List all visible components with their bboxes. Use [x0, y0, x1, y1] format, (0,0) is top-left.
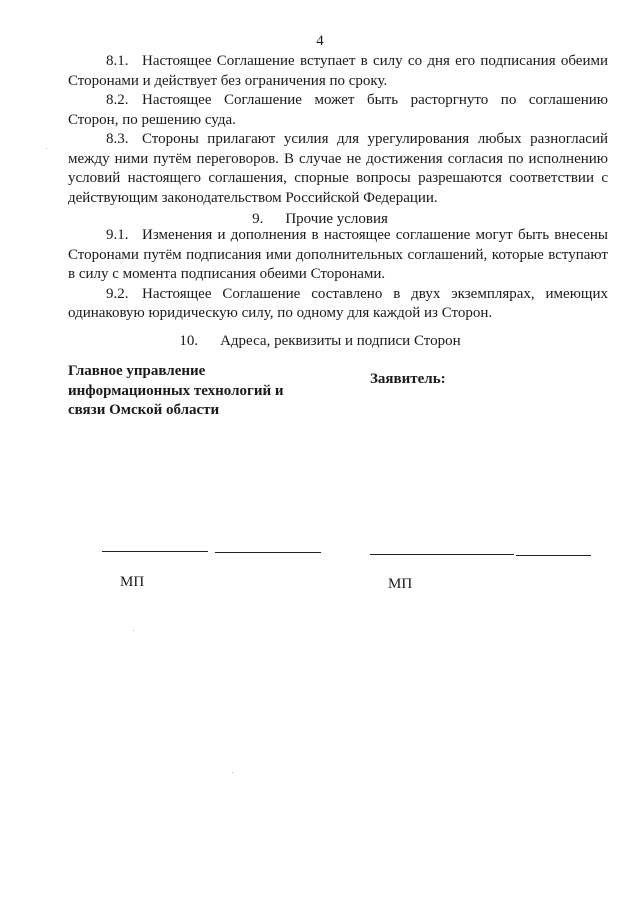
party-left-line-2: информационных технологий и	[68, 382, 284, 399]
paragraph-text: Изменения и дополнения в настоящее соглашение могут быть внесены Сторонами путём подписания ими дополнительных соглашений, которые вступают в силу с момента подписания обеими Сторонами.	[68, 227, 608, 282]
paragraph-8-3	[68, 130, 608, 208]
scan-speck	[232, 772, 233, 773]
paragraph-text: Настоящее Соглашение вступает в силу со дня его подписания обеими Сторонами и действует без ограничения по сроку.	[68, 53, 608, 89]
paragraph-number: 8.1.	[106, 53, 129, 69]
party-left-name	[68, 362, 308, 421]
paragraph-number: 8.3.	[106, 131, 129, 147]
paragraph-text: Стороны прилагают усилия для урегулирования любых разногласий между ними путём переговоров. В случае не достижения согласия по исполнению условий настоящего соглашения, спорные вопросы разрешаются соответствии с действующим законодательством Российской Федерации.	[68, 131, 608, 206]
signature-line-left-1	[102, 551, 208, 552]
paragraph-8-2	[68, 91, 608, 130]
page-number: 4	[316, 33, 324, 49]
paragraph-number: 9.2.	[106, 285, 129, 302]
party-right-label: Заявитель:	[370, 371, 446, 387]
party-left-line-3: связи Омской области	[68, 402, 220, 418]
signature-line-right-1	[370, 554, 514, 555]
party-left-line-1: Главное управление	[68, 363, 206, 379]
stamp-placeholder-left: МП	[120, 574, 145, 590]
scan-speck	[133, 630, 134, 631]
paragraph-number: 8.2.	[106, 92, 129, 108]
stamp-placeholder-right: МП	[388, 576, 413, 592]
paragraph-9-2	[68, 285, 608, 324]
paragraph-number: 9.1.	[106, 227, 129, 243]
section-title: Прочие условия	[285, 211, 388, 227]
paragraph-text: Настоящее Соглашение составлено в двух экземплярах, имеющих одинаковую юридическую силу, по одному для каждой из Сторон.	[68, 285, 608, 321]
section-8-body	[68, 52, 608, 208]
section-number: 10.	[179, 333, 199, 349]
paragraph-9-1	[68, 226, 608, 285]
section-title: Адреса, реквизиты и подписи Сторон	[220, 333, 461, 349]
section-10-heading	[0, 332, 640, 351]
paragraph-8-1	[68, 52, 608, 91]
signature-line-right-2	[516, 555, 591, 556]
signature-line-left-2	[215, 552, 321, 553]
scan-speck	[46, 148, 47, 149]
paragraph-text: Настоящее Соглашение может быть расторгнуто по соглашению Сторон, по решению суда.	[68, 92, 608, 128]
section-9-body	[68, 226, 608, 324]
section-number: 9.	[252, 211, 264, 227]
